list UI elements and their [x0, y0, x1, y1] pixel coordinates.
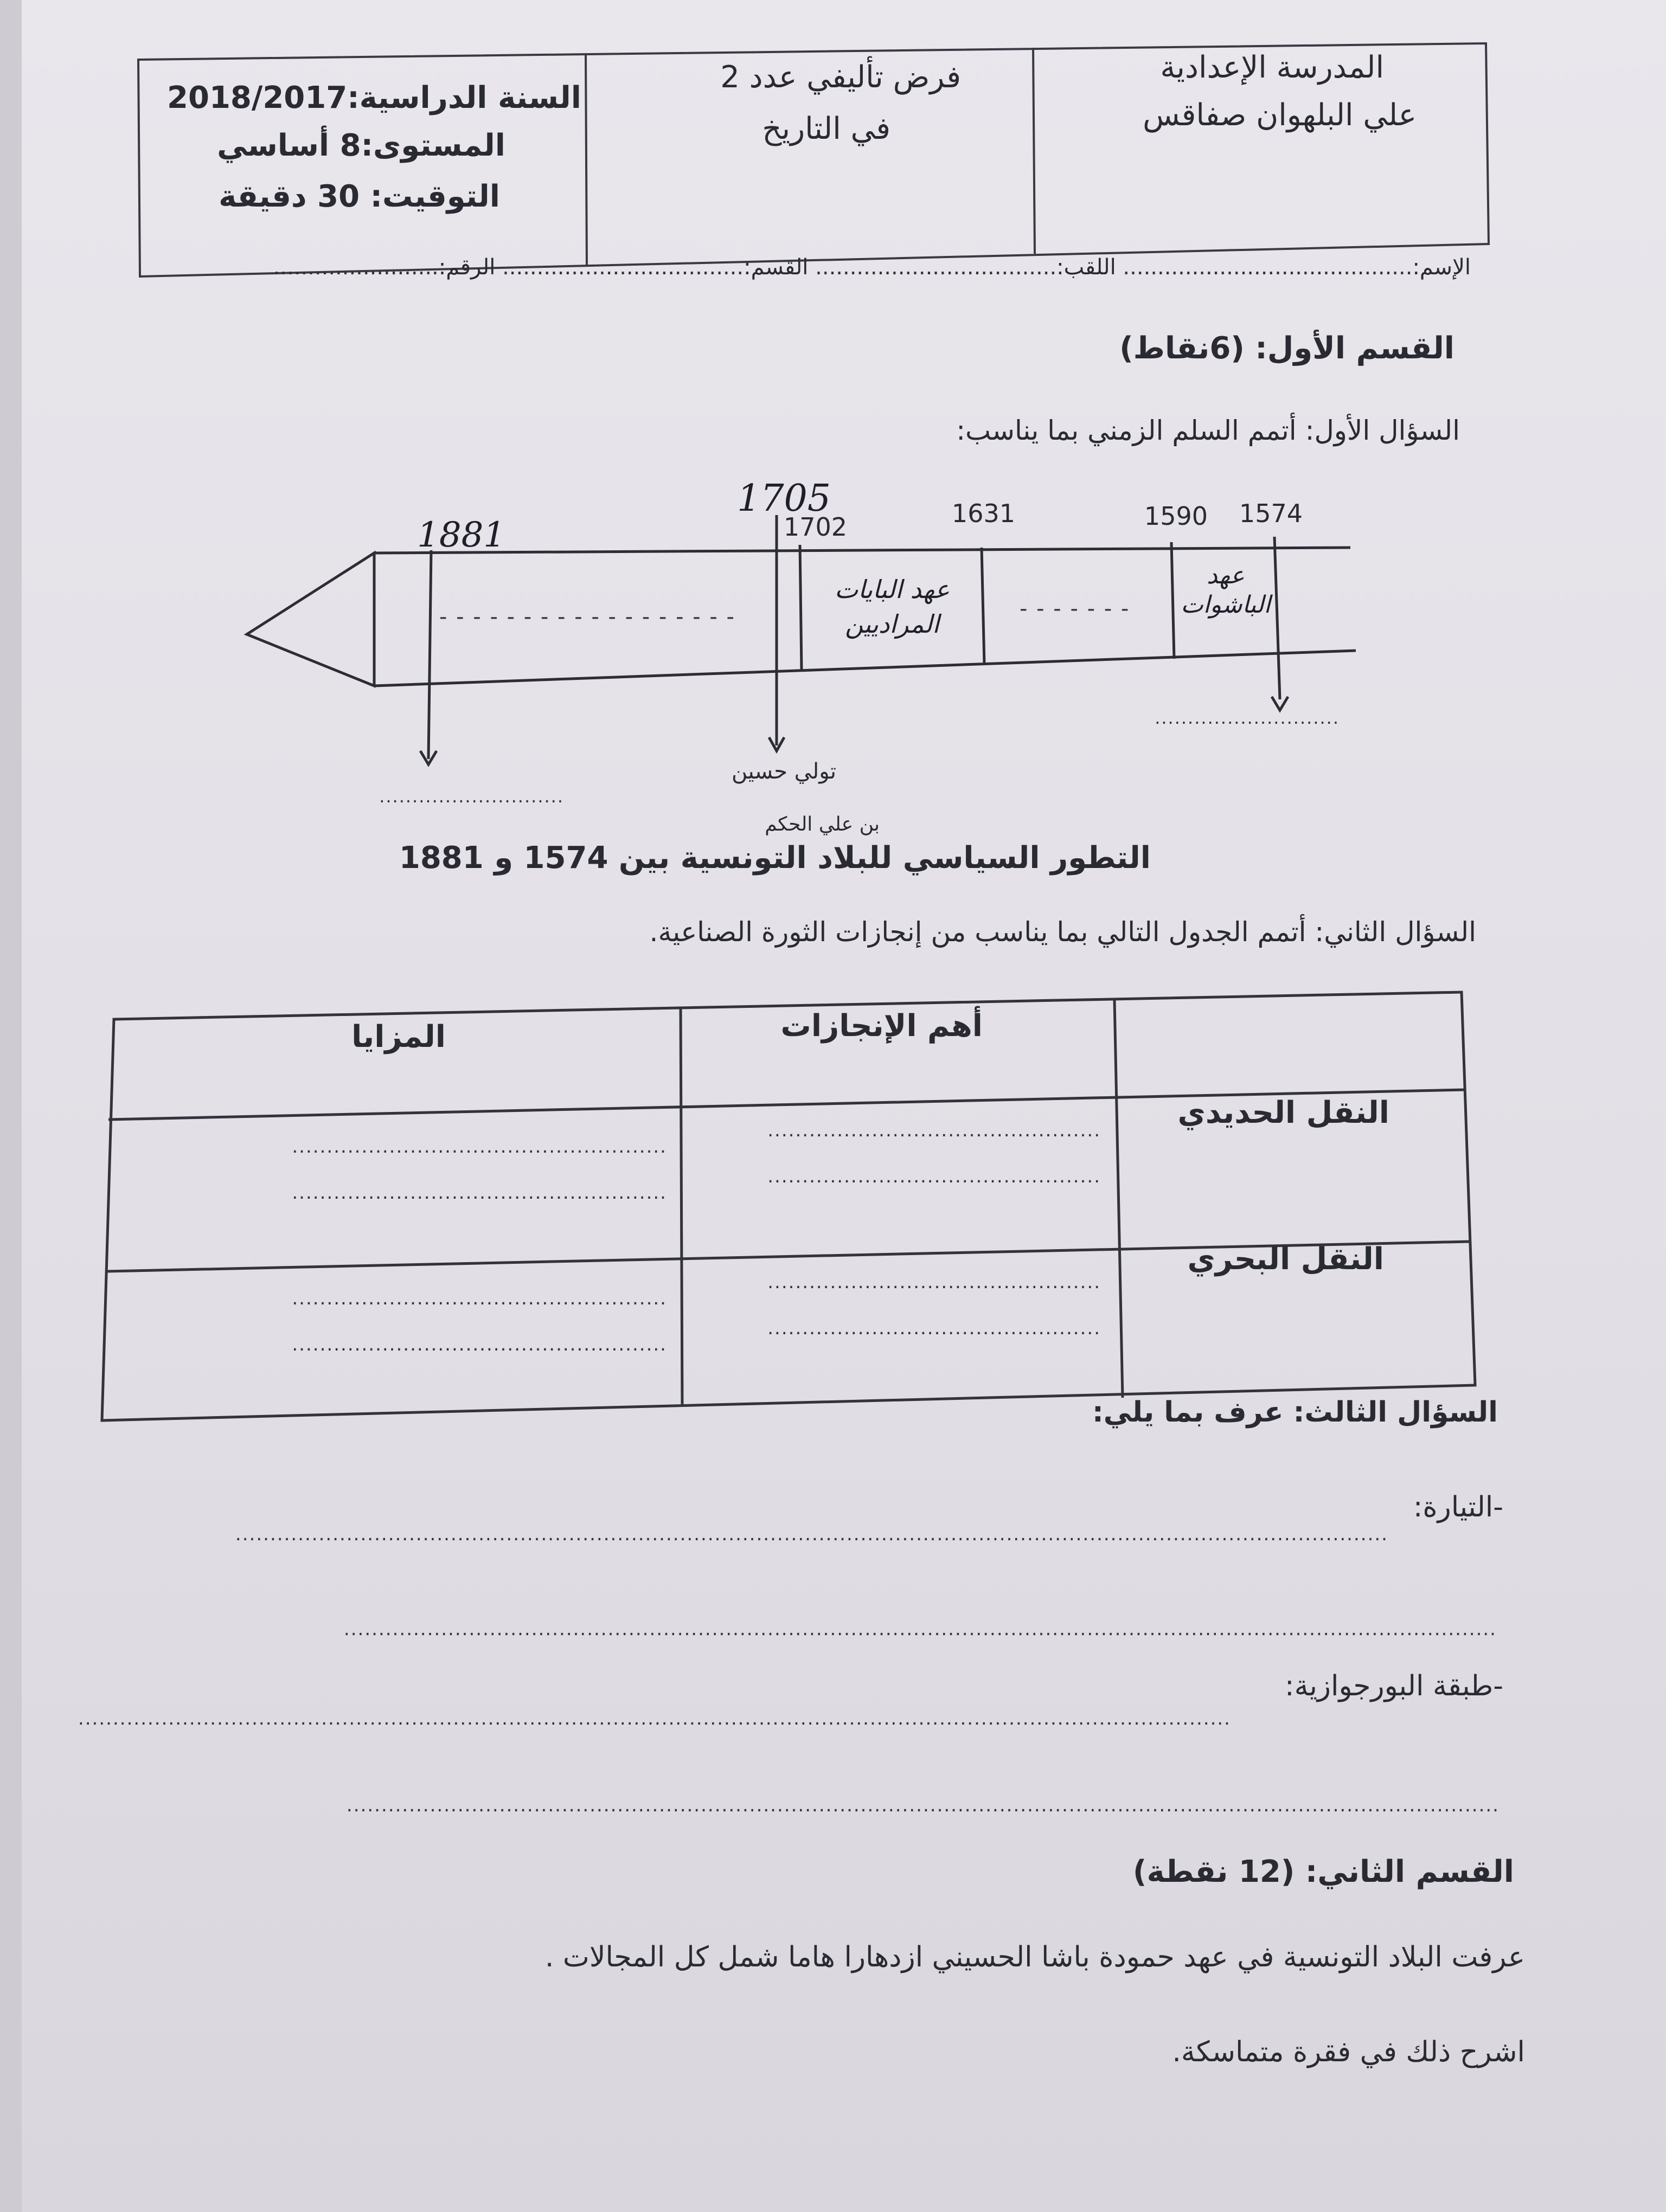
school-year: السنة الدراسية:2018/2017: [167, 80, 581, 115]
event-label-line1: تولي حسين: [732, 759, 836, 784]
class-field[interactable]: ...................................: [502, 255, 744, 280]
col-achievements: أهم الإنجازات: [780, 1008, 983, 1044]
part2-title: القسم الثاني: (12 نقطة): [1132, 1854, 1514, 1889]
rail-advantage-2[interactable]: ......................................................: [292, 1182, 667, 1204]
event-1574-blank[interactable]: ............................: [1155, 708, 1340, 728]
number-field[interactable]: ........................: [273, 255, 439, 280]
school-name-1: المدرسة الإعدادية: [1160, 50, 1384, 85]
rail-achievement-1[interactable]: ................................................: [767, 1120, 1101, 1141]
class-label: القسم:: [744, 255, 809, 280]
part1-title: القسم الأول: (6نقاط): [1119, 331, 1454, 366]
year-1702: 1702: [783, 512, 847, 542]
segment-1705-1881-blank[interactable]: - - - - - - - - - - - - - - - - - -: [439, 605, 735, 629]
def-current-line-2[interactable]: ......................................................................................................................................................................: [343, 1618, 1497, 1640]
exam-title-2: في التاريخ: [762, 111, 890, 146]
def-current-label: -التيارة:: [1413, 1491, 1503, 1523]
year-1574: 1574: [1239, 499, 1303, 528]
q3-text: السؤال الثالث: عرف بما يلي:: [1092, 1396, 1498, 1429]
q2-text: السؤال الثاني: أتمم الجدول التالي بما يناسب من إنجازات الثورة الصناعية.: [649, 916, 1476, 948]
hand-year-1705: 1705: [736, 477, 831, 520]
col-advantages: المزايا: [351, 1019, 446, 1054]
duration: التوقيت: 30 دقيقة: [219, 179, 500, 214]
exam-title-1: فرض تأليفي عدد 2: [720, 60, 961, 95]
sea-advantage-2[interactable]: ......................................................: [292, 1334, 667, 1355]
def-bourgeoisie-label: -طبقة البورجوازية:: [1285, 1670, 1503, 1702]
part2-line1: عرفت البلاد التونسية في عهد حمودة باشا الحسيني ازدهارا هاما شمل كل المجالات .: [544, 1941, 1525, 1973]
def-bourgeoisie-line-2[interactable]: ......................................................................................................................................................................: [346, 1795, 1500, 1816]
def-current-line-1[interactable]: ......................................................................................................................................................................: [235, 1523, 1388, 1545]
hand-muradi-era: عهد البايات المراديين: [834, 575, 950, 639]
hand-pashas-era: عهد الباشوات: [1181, 562, 1271, 619]
timeline-caption: التطور السياسي للبلاد التونسية بين 1574 و 1881: [399, 840, 1151, 876]
hand-year-1881: 1881: [417, 515, 505, 555]
segment-1590-1631-blank[interactable]: - - - - - - -: [1020, 596, 1130, 621]
rail-achievement-2[interactable]: ................................................: [767, 1166, 1101, 1187]
sea-achievement-2[interactable]: ................................................: [767, 1317, 1101, 1339]
def-bourgeoisie-line-1[interactable]: ......................................................................................................................................................................: [78, 1708, 1231, 1729]
rail-advantage-1[interactable]: ......................................................: [292, 1136, 667, 1158]
surname-label: اللقب:: [1056, 255, 1116, 280]
year-1590: 1590: [1144, 501, 1208, 531]
event-label-line2: بن علي الحكم: [765, 813, 880, 835]
year-1631: 1631: [951, 499, 1015, 528]
level: المستوى:8 أساسي: [217, 128, 505, 163]
sea-achievement-1[interactable]: ................................................: [767, 1271, 1101, 1293]
row-rail: النقل الحديدي: [1177, 1095, 1389, 1130]
part2-line2: اشرح ذلك في فقرة متماسكة.: [1172, 2036, 1525, 2068]
school-name-2: علي البلهوان صفاقس: [1143, 98, 1417, 133]
name-label: الإسم:: [1412, 255, 1471, 280]
sea-advantage-1[interactable]: ......................................................: [292, 1288, 667, 1309]
row-sea: النقل البحري: [1187, 1242, 1384, 1277]
event-1881-blank[interactable]: ............................: [379, 786, 564, 807]
name-field[interactable]: ..........................................: [1123, 255, 1413, 280]
number-label: الرقم:: [438, 255, 496, 280]
surname-field[interactable]: ...................................: [815, 255, 1057, 280]
q1-text: السؤال الأول: أتمم السلم الزمني بما يناسب:: [956, 415, 1460, 446]
